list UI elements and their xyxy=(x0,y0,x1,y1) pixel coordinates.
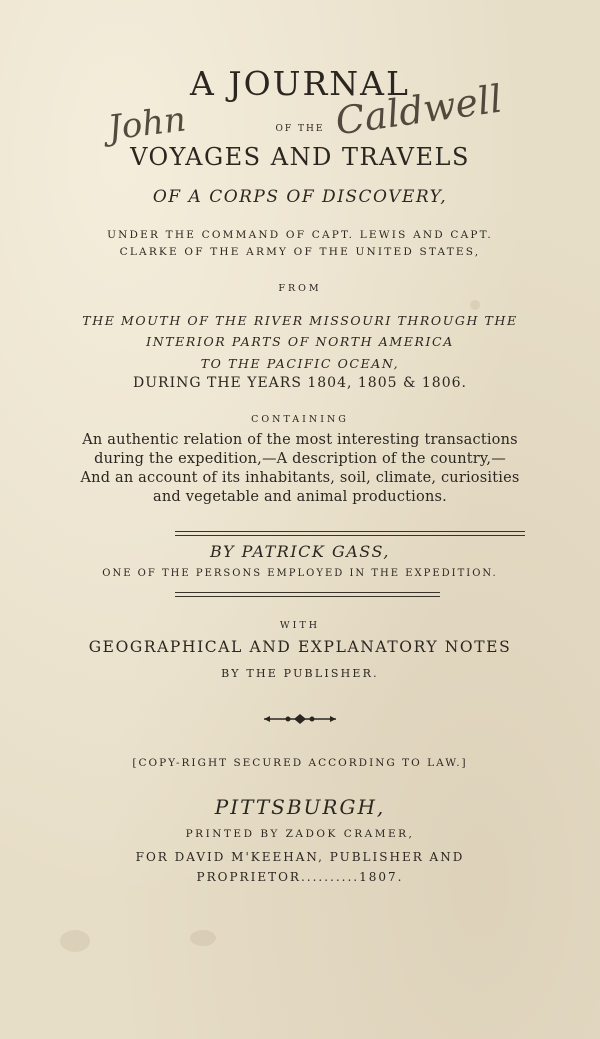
with-label: WITH xyxy=(279,620,321,631)
double-rule-top xyxy=(175,535,525,536)
imprint-city: PITTSBURGH, xyxy=(214,795,386,819)
title-corps: OF A CORPS OF DISCOVERY, xyxy=(152,187,448,207)
title-of-the: OF THE xyxy=(275,124,325,134)
description-line-4: and vegetable and animal productions. xyxy=(153,489,447,505)
title-subtitle: VOYAGES AND TRAVELS xyxy=(130,143,470,171)
years-line: DURING THE YEARS 1804, 1805 & 1806. xyxy=(133,375,467,391)
foxing-spot xyxy=(470,300,480,310)
command-line-2: CLARKE OF THE ARMY OF THE UNITED STATES, xyxy=(119,246,481,258)
double-rule-bottom xyxy=(175,596,440,597)
route-line-1: THE MOUTH OF THE RIVER MISSOURI THROUGH THE xyxy=(82,313,518,328)
description-line-3: And an account of its inhabitants, soil, climate, curiosities xyxy=(80,470,520,486)
title-main: A JOURNAL xyxy=(190,64,410,103)
foxing-spot xyxy=(60,930,90,952)
route-line-3: TO THE PACIFIC OCEAN, xyxy=(200,356,400,371)
double-rule-top xyxy=(175,531,525,532)
notes-title: GEOGRAPHICAL AND EXPLANATORY NOTES xyxy=(88,638,512,656)
foxing-spot xyxy=(190,930,216,946)
description-line-1: An authentic relation of the most interesting transactions xyxy=(82,432,518,448)
command-line-1: UNDER THE COMMAND OF CAPT. LEWIS AND CAPT. xyxy=(107,229,493,241)
from-label: FROM xyxy=(278,283,322,294)
containing-label: CONTAINING xyxy=(251,414,349,425)
copyright-notice: [COPY-RIGHT SECURED ACCORDING TO LAW.] xyxy=(132,757,468,769)
signature-first-name: John xyxy=(105,99,189,149)
ornament-icon xyxy=(262,712,338,726)
route-line-2: INTERIOR PARTS OF NORTH AMERICA xyxy=(146,334,454,349)
notes-by-publisher: BY THE PUBLISHER. xyxy=(221,667,379,680)
signature-last-name: Caldwell xyxy=(332,76,505,144)
imprint-proprietor: PROPRIETOR..........1807. xyxy=(196,870,404,884)
imprint-publisher: FOR DAVID M'KEEHAN, PUBLISHER AND xyxy=(135,850,465,864)
description-line-2: during the expedition,—A description of the country,— xyxy=(94,451,506,467)
imprint-printer: PRINTED BY ZADOK CRAMER, xyxy=(185,828,415,840)
author-byline: BY PATRICK GASS, xyxy=(210,542,390,561)
author-role: ONE OF THE PERSONS EMPLOYED IN THE EXPEDITION. xyxy=(102,568,498,579)
double-rule-bottom xyxy=(175,592,440,593)
